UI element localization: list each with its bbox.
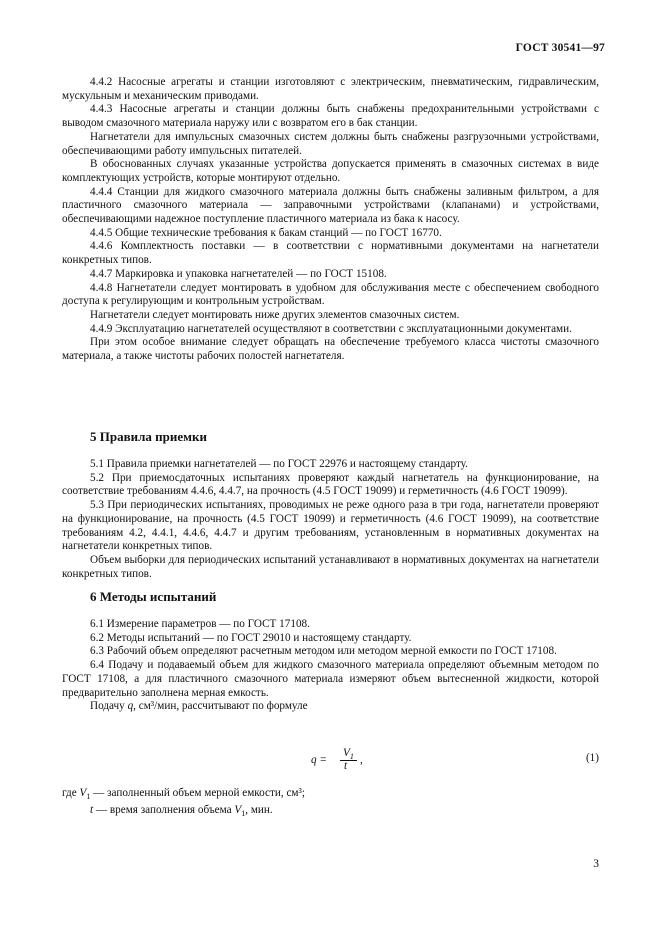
fraction-numerator: $V_1$ [343, 747, 354, 762]
paragraph: 6.3 Рабочий объем определяют расчетным методом или методом мерной емкости по ГОСТ 17108. [90, 645, 557, 658]
paragraph: 4.4.7 Маркировка и упаковка нагнетателей — по ГОСТ 15108. [90, 267, 387, 280]
paragraph: В обоснованных случаях указанные устройства допускается применять в смазочных системах в виде комплектующих устройств, которые монтируют отдельно. [62, 158, 599, 184]
paragraph: 6.1 Измерение параметров — по ГОСТ 17108. [90, 618, 310, 630]
fraction-bar [340, 760, 357, 761]
paragraph: 4.4.6 Комплектность поставки — в соответствии с нормативными документами на нагнетатели конкретных типов. [62, 240, 599, 267]
formula-comma: , [360, 754, 363, 766]
paragraph: 4.4.5 Общие технические требования к бакам станций — по ГОСТ 16770. [90, 226, 442, 239]
paragraph: 6.4 Подачу и подаваемый объем для жидкого смазочного материала определяют объемным методом по ГОСТ 17108, а для пластичного смазочного материала измеряют объем вытесненной жидкости, которой предварительно заполнена мерная емкость. [62, 659, 599, 699]
paragraph: Нагнетатели следует монтировать ниже других элементов смазочных систем. [90, 308, 460, 321]
page-header-standard: ГОСТ 30541—97 [515, 42, 605, 54]
paragraph: 5.2 При приемосдаточных испытаниях проверяют каждый нагнетатель на функционирование, на соответствие требованиям 4.4.6, 4.4.7, на прочность (4.5 ГОСТ 19099) и герметичность (4.6 ГОСТ 19099). [62, 471, 599, 498]
paragraph: 4.4.4 Станции для жидкого смазочного материала должны быть снабжены заливным фильтром, а для пластичного смазочного материала — заправочными устройствами (клапанами) и устройствами, обеспечивающими надежное поступление пластичного материала из бака к насосу. [62, 185, 599, 226]
paragraph: 5.1 Правила приемки нагнетателей — по ГОСТ 22976 и настоящему стандарту. [90, 458, 468, 470]
paragraph: 4.4.3 Насосные агрегаты и станции должны быть снабжены предохранительными устройствами с выводом смазочного материала наружу или с возвратом его в бак станции. [62, 103, 599, 130]
formula-lhs: q = [311, 754, 327, 766]
formula-number: (1) [585, 752, 599, 764]
paragraph: При этом особое внимание следует обращать на обеспечение требуемого класса чистоты смазочного материала, а также чистоты рабочих полостей нагнетателя. [62, 336, 599, 363]
page-number: 3 [593, 858, 599, 870]
paragraph: 4.4.9 Эксплуатацию нагнетателей осуществляют в соответствии с эксплуатационными документами. [90, 322, 572, 335]
legend-t: t — время заполнения объема $V_1$, мин. [90, 803, 273, 819]
paragraph-formula-intro: Подачу q, см³/мин, рассчитывают по формуле [90, 700, 308, 713]
section-heading: 6 Методы испытаний [90, 589, 217, 604]
legend-v1: где $V_1$ — заполненный объем мерной емкости, см³; [62, 787, 305, 802]
section-heading: 5 Правила приемки [90, 429, 207, 444]
paragraph: Нагнетатели для импульсных смазочных систем должны быть снабжены разгрузочными устройствами, обеспечивающими работу импульсных питателей. [62, 130, 599, 157]
section-5 [62, 429, 599, 581]
paragraph: Объем выборки для периодических испытаний устанавливают в нормативных документах на нагнетатели конкретных типов. [62, 553, 599, 580]
formula-1 [62, 745, 599, 777]
fraction-denominator: t [344, 760, 348, 772]
paragraph: 5.3 При периодических испытаниях, проводимых не реже одного раза в три года, нагнетатели проверяют на функционирование, на прочность (4.5 ГОСТ 19099) и герметичность (4.6 ГОСТ 19099), на соответствие требованиям 4.2, 4.4.1, 4.4.6, 4.4.7 и другим требованиям, установленным в нормативных документах на нагнетатели конкретных типов. [62, 499, 599, 553]
clause-4-4-block [62, 76, 599, 364]
paragraph: 4.4.8 Нагнетатели следует монтировать в удобном для обслуживания месте с обеспечением свободного доступа к регулирующим и контрольным устройствам. [62, 281, 599, 308]
variable-q: q [127, 700, 134, 713]
paragraph: 6.2 Методы испытаний — по ГОСТ 29010 и настоящему стандарту. [90, 631, 412, 644]
paragraph: 4.4.2 Насосные агрегаты и станции изготовляют с электрическим, пневматическим, гидравлическим, мускульным и механическим приводами. [62, 76, 599, 102]
section-6 [62, 589, 599, 714]
formula-legend [62, 787, 599, 821]
